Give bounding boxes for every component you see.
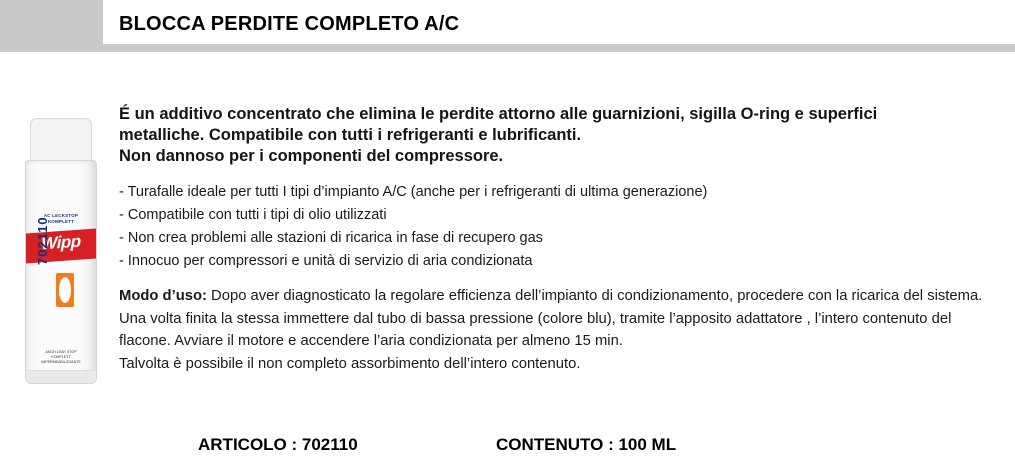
header-bottom-grey-strip [0,44,1015,52]
can-orange-badge-icon [56,273,74,307]
usage-note: Talvolta è possibile il non completo assorbimento dell’intero contenuto. [119,355,581,372]
can-top-label-line2: KOMPLETT [47,219,75,224]
article-number: ARTICOLO : 702110 [198,435,358,454]
intro-line-3: Non dannoso per i componenti del compressore. [119,147,504,165]
usage-paragraph [119,285,987,375]
usage-label: Modo d’uso: [119,288,207,304]
can-bottom-label-line3: IMPERMEABILIZZANTE [41,360,81,364]
list-item: - Innocuo per compressori e unità di servizio di aria condizionata [119,253,533,269]
can-brand-label: Wipp [41,231,81,254]
spray-can-body-icon [25,160,97,384]
page-title: BLOCCA PERDITE COMPLETO A/C [119,13,460,35]
can-bottom-label-line2: KOMPLETT [51,355,71,359]
intro-line-1: É un additivo concentrato che elimina le perdite attorno alle guarnizioni, sigilla O-ring e superfici [119,105,878,123]
list-item: - Non crea problemi alle stazioni di ricarica in fase di recupero gas [119,230,543,246]
intro-line-2: metalliche. Compatibile con tutti i refrigeranti e lubrificanti. [119,126,582,144]
intro-paragraph [119,104,987,167]
feature-list [119,181,987,273]
footer [0,430,1015,463]
spray-can-cap-icon [30,118,92,163]
can-orange-badge-inner [59,277,71,303]
can-bottom-label [26,350,96,365]
can-bottom-label-line1: ANCH LEAK STOP [45,350,77,354]
can-article-code-label: 702110 [35,216,50,265]
usage-text: Dopo aver diagnosticato la regolare efficienza dell’impianto di condizionamento, procedere con la ricarica del sistema. Una volta finita la stessa immettere dal tubo di bassa pressione (colore blu), tramite l’apposito adattatore , l’intero contenuto del flacone. Avviare il motore e accendere l’aria condizionata per almeno 15 min. [119,288,983,349]
header-bar [0,0,1015,52]
description-content [119,104,987,375]
can-bottom-strip [26,370,96,383]
can-top-label-line1: AC LECKSTOP [43,213,79,218]
list-item: - Compatibile con tutti i tipi di olio utilizzati [119,207,387,223]
content-volume: CONTENUTO : 100 ML [496,435,677,454]
list-item: - Turafalle ideale per tutti I tipi d’impianto A/C (anche per i refrigeranti di ultima generazione) [119,184,708,200]
product-image [22,118,100,384]
